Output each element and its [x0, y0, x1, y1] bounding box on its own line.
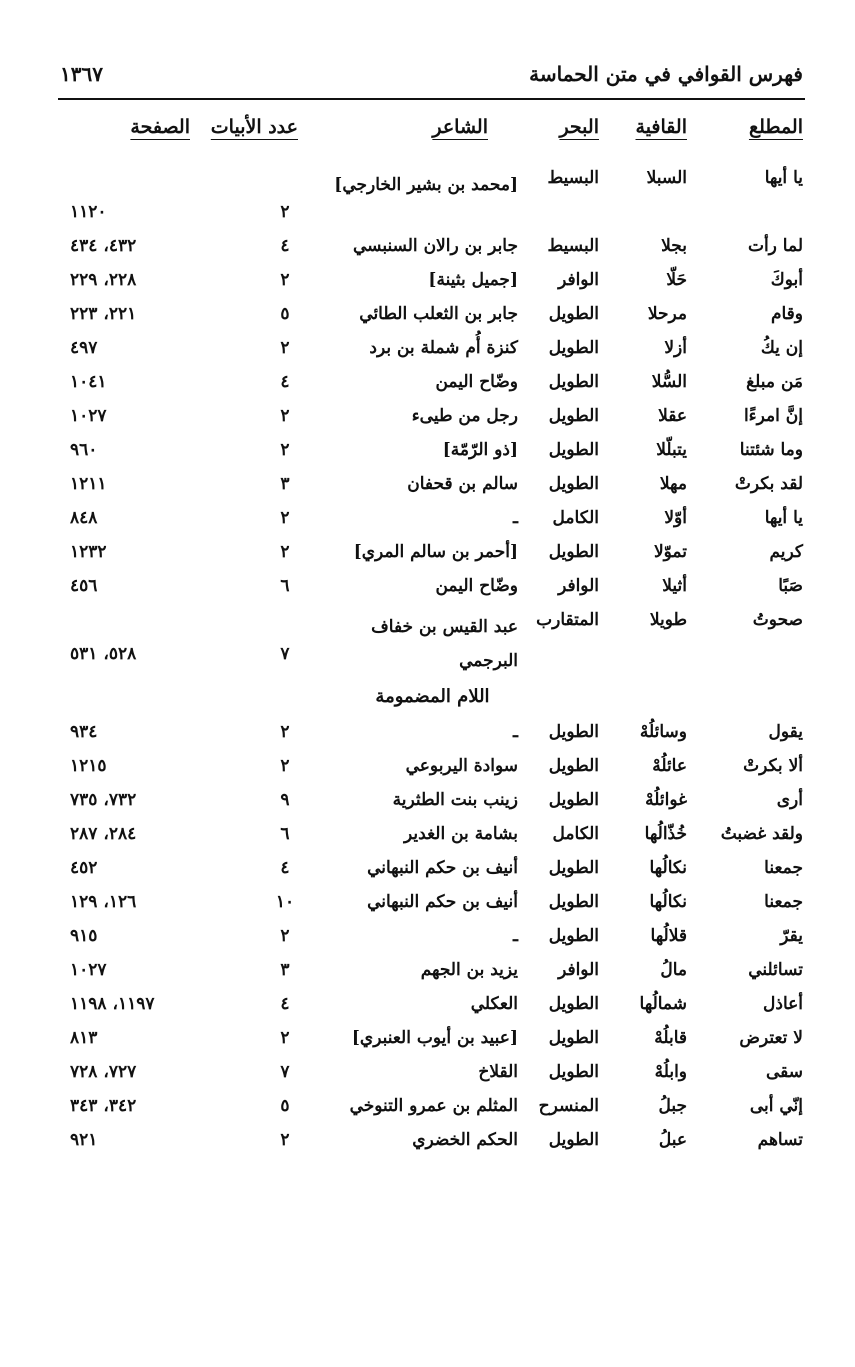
table-row [0, 436, 855, 470]
matla-cell: وما شئتنا [739, 440, 803, 460]
poet-cell: زينب بنت الطثرية [392, 790, 518, 810]
poet-cell: أنيف بن حكم النبهاني [367, 858, 518, 878]
table-row [0, 888, 855, 922]
verse-count-cell: ٢ [280, 926, 290, 946]
poet-cell: وضّاح اليمن [435, 576, 518, 596]
table-row [0, 266, 855, 300]
page-ref-cell: ١١٢٠ [70, 202, 107, 222]
verse-count-cell: ٦ [280, 824, 290, 844]
page-ref-cell: ١٢١١ [70, 474, 107, 494]
matla-cell: ألا بكرتْ [743, 756, 803, 776]
matla-cell: صَبًا [778, 576, 803, 596]
verse-count-cell: ٤ [280, 236, 290, 256]
qafia-cell: مالُ [660, 960, 687, 980]
qafia-cell: مهلا [659, 474, 687, 494]
poet-cell: العكلي [470, 994, 518, 1014]
qafia-cell: وابلُهْ [654, 1062, 687, 1082]
column-header-matla: المطلع [748, 116, 803, 138]
page-ref-cell: ١٢١٥ [70, 756, 107, 776]
table-row [0, 1024, 855, 1058]
column-headers [0, 116, 855, 150]
verse-count-cell: ٢ [280, 338, 290, 358]
poet-cell: الحكم الخضري [412, 1130, 518, 1150]
poet-cell: جابر بن رالان السنبسي [352, 236, 518, 256]
bahr-cell: الوافر [558, 960, 599, 980]
table-row [0, 820, 855, 854]
table-row [0, 752, 855, 786]
verse-count-cell: ١٠ [275, 892, 295, 912]
qafia-cell: جبلُ [658, 1096, 687, 1116]
matla-cell: أعاذل [763, 994, 803, 1014]
poet-cell: ـ [513, 722, 518, 742]
column-header-bahr: البحر [559, 116, 599, 138]
verse-count-cell: ٢ [280, 542, 290, 562]
poet-cell: [محمد بن بشير الخارجي] [334, 175, 518, 195]
verse-count-cell: ٧ [280, 1062, 290, 1082]
page-ref-cell: ٨٤٨ [70, 508, 98, 528]
poet-cell: [أحمر بن سالم المري] [353, 542, 518, 562]
bahr-cell: الطويل [548, 1130, 599, 1150]
table-row [0, 956, 855, 990]
poet-cell: وضّاح اليمن [435, 372, 518, 392]
page-ref-cell: ٨١٣ [70, 1028, 98, 1048]
bahr-cell: البسيط [547, 168, 599, 188]
matla-cell: إنّي أبى [749, 1096, 803, 1116]
bahr-cell: الكامل [552, 824, 599, 844]
page-ref-cell: ١٠٢٧ [70, 406, 107, 426]
qafia-cell: السُّلا [651, 372, 687, 392]
poet-cell: القلاخ [478, 1062, 518, 1082]
page-ref-cell: ٤٥٢ [70, 858, 98, 878]
matla-cell: أبوكَ [770, 270, 803, 290]
bahr-cell: الطويل [548, 338, 599, 358]
qafia-cell: حَلّا [666, 270, 687, 290]
verse-count-cell: ٣ [280, 474, 290, 494]
table-row [0, 1058, 855, 1092]
column-header-page: الصفحة [130, 116, 190, 138]
column-header-count: عدد الأبيات [210, 116, 298, 138]
bahr-cell: الطويل [548, 858, 599, 878]
page-ref-cell: ٤٥٦ [70, 576, 98, 596]
table-row [0, 854, 855, 888]
table-row [0, 786, 855, 820]
verse-count-cell: ٤ [280, 858, 290, 878]
matla-cell: تساهم [757, 1130, 803, 1150]
verse-count-cell: ٦ [280, 576, 290, 596]
running-title: فهرس القوافي في متن الحماسة [529, 62, 803, 86]
section-heading-text: اللام المضمومة [375, 686, 490, 707]
page-ref-cell: ٣٤٢، ٣٤٣ [70, 1096, 137, 1116]
bahr-cell: الطويل [548, 926, 599, 946]
poet-cell: [ذو الرّمّة] [442, 440, 518, 460]
bahr-cell: الطويل [548, 1062, 599, 1082]
running-header [60, 62, 803, 96]
qafia-cell: شمالُها [639, 994, 687, 1014]
table-row [0, 606, 855, 674]
bahr-cell: الوافر [558, 576, 599, 596]
matla-cell: وقام [770, 304, 803, 324]
qafia-cell: غوائلُهْ [645, 790, 687, 810]
page-ref-cell: ٩٣٤ [70, 722, 98, 742]
matla-cell: كريم [769, 542, 803, 562]
verse-count-cell: ٢ [280, 1028, 290, 1048]
column-header-qafia: القافية [635, 116, 687, 138]
table-row [0, 504, 855, 538]
page-ref-cell: ١٢٦، ١٢٩ [70, 892, 137, 912]
matla-cell: مَن مبلغ [746, 372, 803, 392]
qafia-cell: عائلُهْ [652, 756, 687, 776]
verse-count-cell: ٢ [280, 756, 290, 776]
qafia-cell: طويلا [649, 610, 687, 630]
qafia-cell: خُذّالُها [644, 824, 687, 844]
verse-count-cell: ٢ [280, 440, 290, 460]
page-ref-cell: ٥٢٨، ٥٣١ [70, 644, 137, 664]
table-row [0, 1126, 855, 1160]
verse-count-cell: ٢ [280, 722, 290, 742]
table-row [0, 538, 855, 572]
matla-cell: تسائلني [748, 960, 803, 980]
page-ref-cell: ٩١٥ [70, 926, 98, 946]
column-header-shaer: الشاعر [432, 116, 488, 138]
page-number: ١٣٦٧ [60, 62, 103, 86]
bahr-cell: الطويل [548, 892, 599, 912]
matla-cell: لما رأت [747, 236, 803, 256]
bahr-cell: الطويل [548, 790, 599, 810]
poet-cell: ـ [513, 508, 518, 528]
verse-count-cell: ٢ [280, 508, 290, 528]
verse-count-cell: ٧ [280, 644, 290, 664]
bahr-cell: الطويل [548, 406, 599, 426]
matla-cell: يا أيها [764, 508, 803, 528]
poet-cell: يزيد بن الجهم [420, 960, 518, 980]
bahr-cell: المتقارب [536, 610, 599, 630]
bahr-cell: الوافر [558, 270, 599, 290]
poet-cell: ـ [513, 926, 518, 946]
bahr-cell: الطويل [548, 372, 599, 392]
poet-cell: رجل من طيىء [411, 406, 518, 426]
table-row [0, 164, 855, 232]
page-ref-cell: ٢٢٨، ٢٢٩ [70, 270, 137, 290]
bahr-cell: الطويل [548, 994, 599, 1014]
table-row [0, 300, 855, 334]
qafia-cell: يتبلّلا [656, 440, 687, 460]
matla-cell: لا تعترض [739, 1028, 803, 1048]
matla-cell: ولقد غضبتُ [720, 824, 803, 844]
bahr-cell: الكامل [552, 508, 599, 528]
section-heading [0, 674, 855, 718]
qafia-cell: نكالُها [649, 892, 687, 912]
verse-count-cell: ٤ [280, 994, 290, 1014]
matla-cell: جمعنا [764, 892, 803, 912]
page-ref-cell: ٢٨٤، ٢٨٧ [70, 824, 137, 844]
poet-cell: [عبيد بن أيوب العنبري] [351, 1028, 518, 1048]
bahr-cell: المنسرح [538, 1096, 599, 1116]
poet-cell: [جميل بثينة] [428, 270, 518, 290]
poet-cell: كنزة أُم شملة بن برد [369, 338, 518, 358]
qafia-cell: تموّلا [653, 542, 687, 562]
qafia-cell: قلالُها [650, 926, 687, 946]
poet-cell: المثلم بن عمرو التنوخي [349, 1096, 518, 1116]
verse-count-cell: ٢ [280, 270, 290, 290]
qafia-cell: أوّلا [664, 508, 687, 528]
page-ref-cell: ٧٣٢، ٧٣٥ [70, 790, 137, 810]
page-ref-cell: ٤٣٢، ٤٣٤ [70, 236, 137, 256]
page-ref-cell: ١٠٢٧ [70, 960, 107, 980]
matla-cell: إن يكُ [760, 338, 803, 358]
table-row [0, 718, 855, 752]
verse-count-cell: ٤ [280, 372, 290, 392]
page-ref-cell: ١٠٤١ [70, 372, 107, 392]
matla-cell: سقى [765, 1062, 803, 1082]
poet-cell: سوادة اليربوعي [405, 756, 518, 776]
page-ref-cell: ٧٢٧، ٧٢٨ [70, 1062, 137, 1082]
bahr-cell: الطويل [548, 542, 599, 562]
page-ref-cell: ٤٩٧ [70, 338, 98, 358]
matla-cell: صحوتُ [752, 610, 803, 630]
qafia-cell: عقلا [658, 406, 687, 426]
header-rule [58, 98, 805, 100]
bahr-cell: البسيط [547, 236, 599, 256]
table-row [0, 402, 855, 436]
poet-cell: سالم بن قحفان [407, 474, 518, 494]
table-row [0, 572, 855, 606]
bahr-cell: الطويل [548, 1028, 599, 1048]
table-row [0, 470, 855, 504]
matla-cell: يقول [768, 722, 803, 742]
page-ref-cell: ١٢٣٢ [70, 542, 107, 562]
page-ref-cell: ٢٢١، ٢٢٣ [70, 304, 137, 324]
poet-cell: عبد القيس بن خفاف البرجمي [371, 617, 518, 671]
qafia-cell: أزلا [664, 338, 687, 358]
verse-count-cell: ٥ [280, 1096, 290, 1116]
verse-count-cell: ٥ [280, 304, 290, 324]
qafia-cell: نكالُها [649, 858, 687, 878]
bahr-cell: الطويل [548, 722, 599, 742]
verse-count-cell: ٢ [280, 1130, 290, 1150]
qafia-cell: عبلُ [658, 1130, 687, 1150]
page-ref-cell: ٩٢١ [70, 1130, 98, 1150]
table-row [0, 990, 855, 1024]
qafia-cell: السبلا [646, 168, 687, 188]
verse-count-cell: ٢ [280, 202, 290, 222]
qafia-cell: قابلُهْ [654, 1028, 687, 1048]
qafia-cell: وسائلُهْ [639, 722, 687, 742]
matla-cell: يا أيها [764, 168, 803, 188]
poet-cell: بشامة بن الغدير [404, 824, 518, 844]
poet-cell: جابر بن الثعلب الطائي [359, 304, 518, 324]
page-ref-cell: ١١٩٧، ١١٩٨ [70, 994, 155, 1014]
qafia-cell: أثيلا [662, 576, 687, 596]
table-row [0, 368, 855, 402]
qafia-cell: مرحلا [647, 304, 687, 324]
matla-cell: جمعنا [764, 858, 803, 878]
matla-cell: لقد بكرتْ [734, 474, 803, 494]
bahr-cell: الطويل [548, 756, 599, 776]
matla-cell: يقرّ [780, 926, 803, 946]
table-row [0, 334, 855, 368]
verse-count-cell: ٢ [280, 406, 290, 426]
page-ref-cell: ٩٦٠ [70, 440, 98, 460]
bahr-cell: الطويل [548, 304, 599, 324]
verse-count-cell: ٣ [280, 960, 290, 980]
bahr-cell: الطويل [548, 440, 599, 460]
poet-cell: أنيف بن حكم النبهاني [367, 892, 518, 912]
qafia-cell: بجلا [661, 236, 687, 256]
bahr-cell: الطويل [548, 474, 599, 494]
table-row [0, 1092, 855, 1126]
matla-cell: أرى [776, 790, 803, 810]
table-row [0, 922, 855, 956]
matla-cell: إنَّ امرءًا [743, 406, 803, 426]
table-row [0, 232, 855, 266]
index-table [0, 164, 855, 1160]
verse-count-cell: ٩ [280, 790, 290, 810]
